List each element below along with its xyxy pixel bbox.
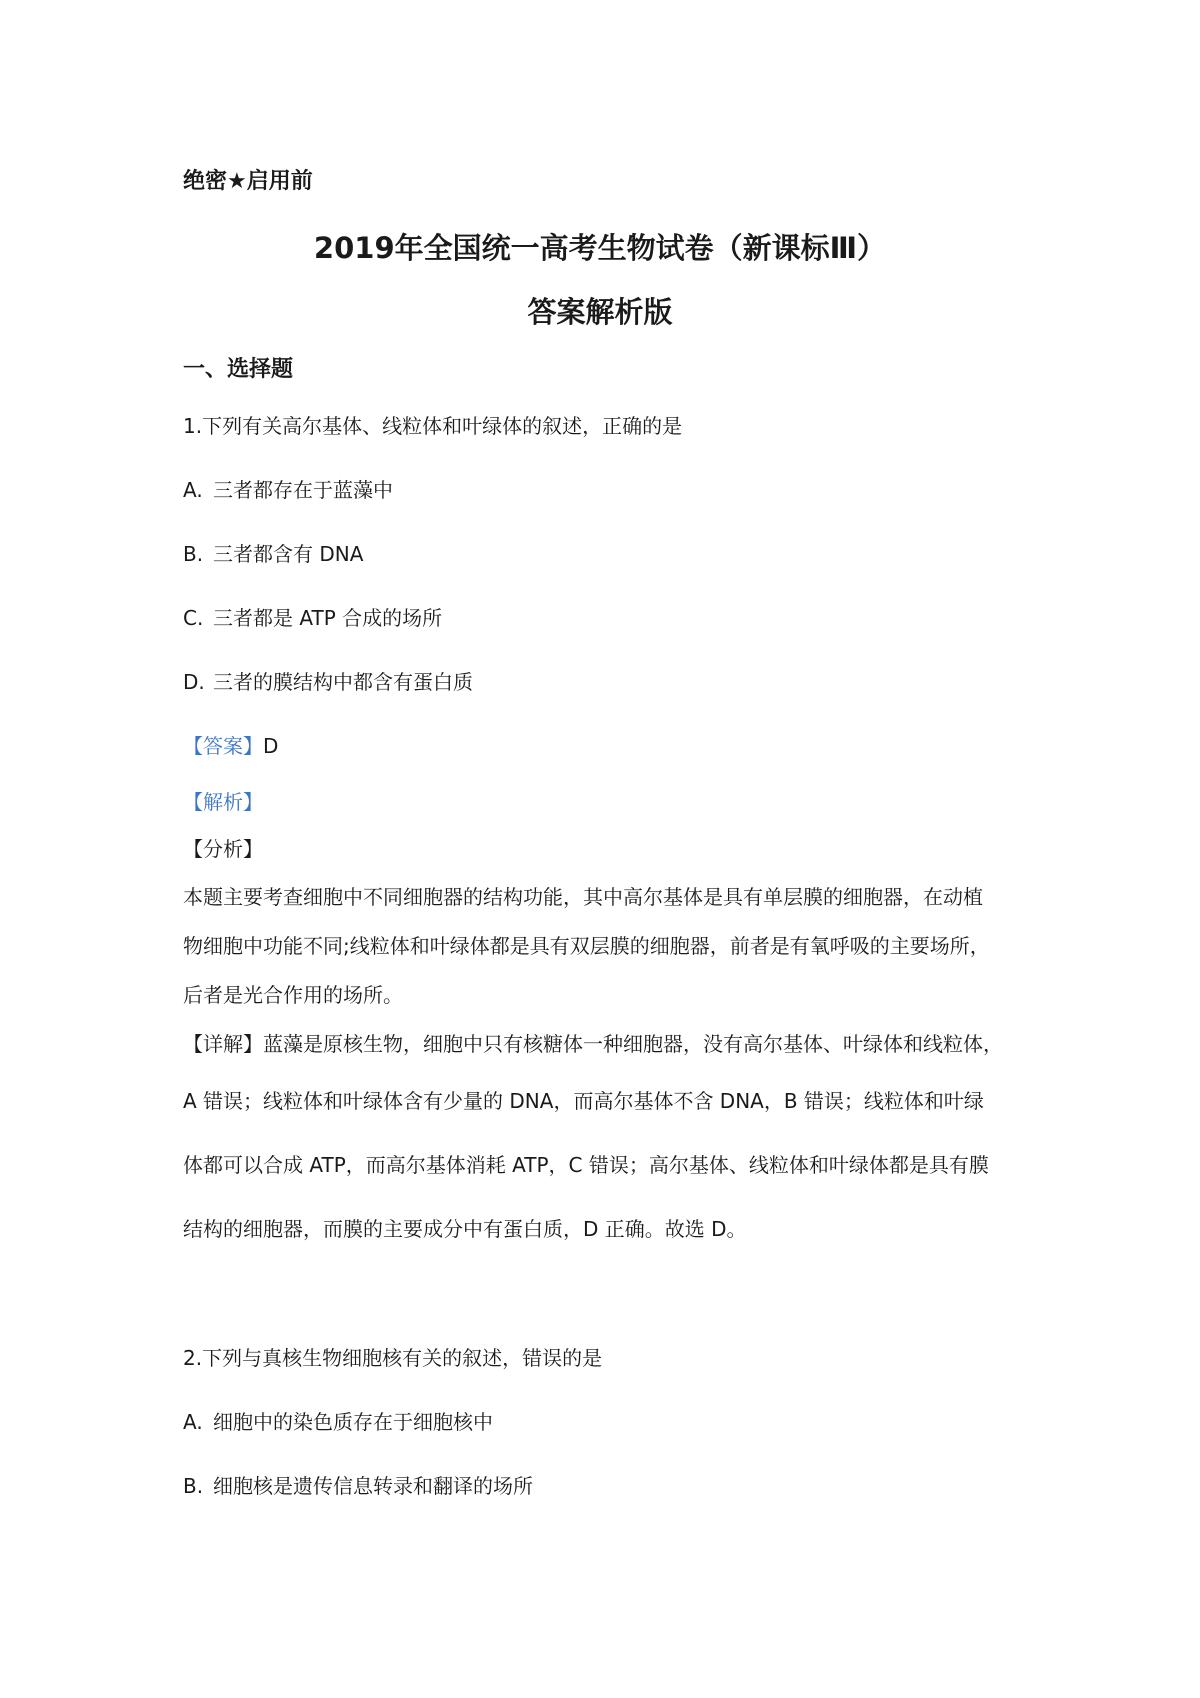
option-text: 细胞中的染色质存在于细胞核中 xyxy=(213,1410,493,1434)
option-text: 三者都含有 DNA xyxy=(213,542,364,566)
detail-line: A 错误；线粒体和叶绿体含有少量的 DNA，而高尔基体不含 DNA，B 错误；线粒体和叶绿 xyxy=(183,1089,984,1113)
question-1-answer xyxy=(183,730,278,759)
option-letter: A. xyxy=(183,1410,203,1434)
classification-label: 绝密★启用前 xyxy=(183,169,313,194)
fenxi-line: 本题主要考查细胞中不同细胞器的结构功能，其中高尔基体是具有单层膜的细胞器，在动植 xyxy=(183,885,983,909)
question-1-option-b xyxy=(183,538,363,567)
answer-value: D xyxy=(263,734,279,758)
question-2-option-a xyxy=(183,1406,493,1435)
answer-tag: 【答案】 xyxy=(183,734,263,758)
analysis-tag: 【解析】 xyxy=(183,790,263,814)
option-letter: A. xyxy=(183,478,203,502)
option-letter: C. xyxy=(183,606,204,630)
question-1-option-c xyxy=(183,602,442,631)
option-letter: D. xyxy=(183,670,205,694)
detail-line: 体都可以合成 ATP，而高尔基体消耗 ATP，C 错误；高尔基体、线粒体和叶绿体都是具有膜 xyxy=(183,1153,989,1177)
option-text: 三者的膜结构中都含有蛋白质 xyxy=(213,670,473,694)
page-title: 2019年全国统一高考生物试卷（新课标Ⅲ） xyxy=(313,231,887,265)
question-1-option-d xyxy=(183,666,473,695)
option-letter: B. xyxy=(183,1474,204,1498)
detail-line xyxy=(183,1028,1003,1057)
detail-tag: 【详解】 xyxy=(183,1032,263,1056)
page-subtitle: 答案解析版 xyxy=(527,295,673,329)
question-2-option-b xyxy=(183,1470,533,1499)
question-1-stem: 1.下列有关高尔基体、线粒体和叶绿体的叙述，正确的是 xyxy=(183,414,683,438)
option-text: 细胞核是遗传信息转录和翻译的场所 xyxy=(213,1474,533,1498)
option-text: 三者都是 ATP 合成的场所 xyxy=(213,606,443,630)
detail-text: 蓝藻是原核生物，细胞中只有核糖体一种细胞器，没有高尔基体、叶绿体和线粒体， xyxy=(263,1032,1003,1056)
section-heading: 一、选择题 xyxy=(183,357,294,382)
question-1-option-a xyxy=(183,474,393,503)
detail-line: 结构的细胞器，而膜的主要成分中有蛋白质，D 正确。故选 D。 xyxy=(183,1217,747,1241)
question-2-stem: 2.下列与真核生物细胞核有关的叙述，错误的是 xyxy=(183,1346,603,1370)
fenxi-line: 后者是光合作用的场所。 xyxy=(183,983,403,1007)
fenxi-line: 物细胞中功能不同;线粒体和叶绿体都是具有双层膜的细胞器，前者是有氧呼吸的主要场所， xyxy=(183,934,990,958)
option-text: 三者都存在于蓝藻中 xyxy=(213,478,393,502)
fenxi-tag: 【分析】 xyxy=(183,837,263,861)
option-letter: B. xyxy=(183,542,204,566)
